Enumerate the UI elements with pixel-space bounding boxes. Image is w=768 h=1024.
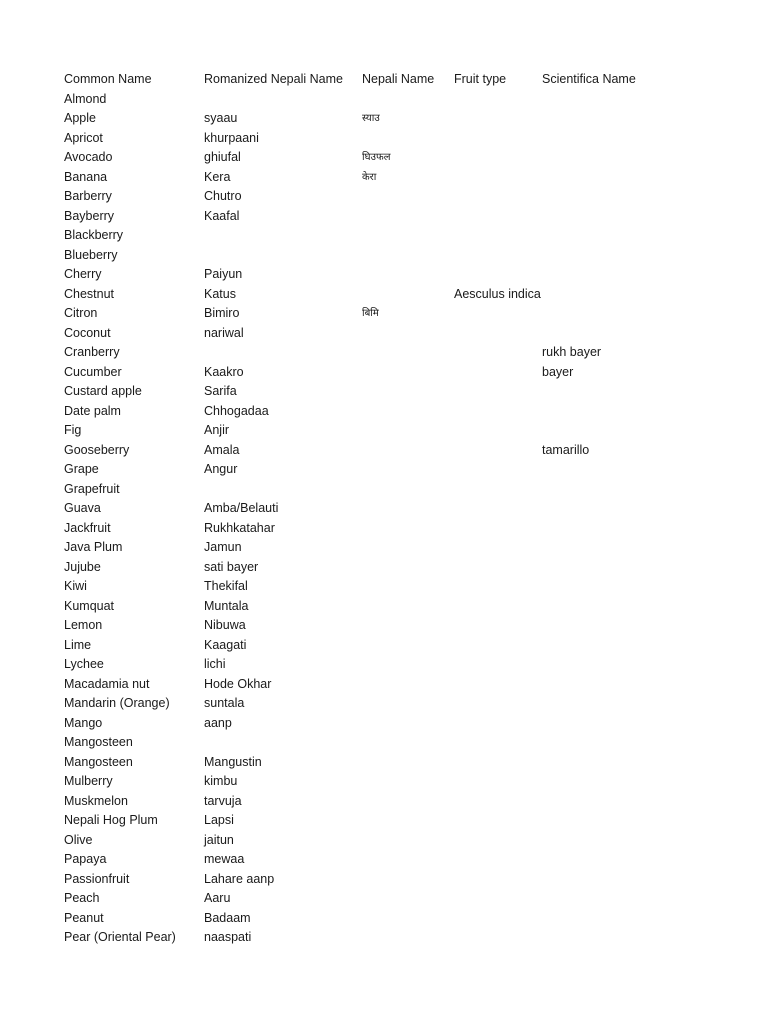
cell-common-name: Mulberry [64, 774, 113, 788]
table-row [64, 675, 704, 695]
cell-scientific-name: tamarillo [542, 442, 590, 457]
cell-common-name: Barberry [64, 189, 112, 203]
table-row [64, 577, 704, 597]
table-row [64, 850, 704, 870]
table-row [64, 538, 704, 558]
cell-romanized-nepali-name: sati bayer [204, 559, 259, 574]
cell-common-name: Pear (Oriental Pear) [64, 930, 176, 944]
cell-romanized-nepali-name: Lahare aanp [204, 871, 275, 886]
cell-common-name: Blueberry [64, 247, 118, 262]
cell-romanized-nepali-name: Chutro [204, 189, 242, 203]
table-row [64, 304, 704, 324]
cell-common-name: Mandarin (Orange) [64, 696, 170, 710]
header-common-name: Common Name [64, 72, 152, 86]
table-row [64, 558, 704, 578]
table-row [64, 90, 704, 110]
table-row [64, 324, 704, 344]
cell-common-name: Lemon [64, 618, 103, 632]
cell-common-name: Kumquat [64, 598, 115, 613]
table-body [64, 90, 704, 948]
cell-common-name: Papaya [64, 852, 107, 866]
table-row [64, 382, 704, 402]
cell-common-name: Kiwi [64, 579, 87, 593]
cell-romanized-nepali-name: Amba/Belauti [204, 501, 279, 515]
cell-romanized-nepali-name: nariwal [204, 325, 244, 340]
cell-common-name: Banana [64, 169, 108, 184]
table-row [64, 597, 704, 617]
cell-romanized-nepali-name: Amala [204, 442, 240, 457]
cell-common-name: Jujube [64, 559, 101, 574]
cell-common-name: Citron [64, 306, 98, 320]
cell-romanized-nepali-name: Bimiro [204, 306, 240, 320]
table-row [64, 343, 704, 363]
table-row [64, 421, 704, 441]
table-row [64, 616, 704, 636]
table-row [64, 246, 704, 266]
cell-romanized-nepali-name: Nibuwa [204, 618, 246, 632]
cell-common-name: Apple [64, 111, 96, 125]
cell-common-name: Custard apple [64, 384, 142, 398]
table-header-row [64, 70, 704, 90]
cell-romanized-nepali-name: Thekifal [204, 579, 248, 593]
fruit-names-table [64, 70, 704, 948]
cell-romanized-nepali-name: Muntala [204, 598, 249, 613]
table-row [64, 109, 704, 129]
cell-common-name: Grapefruit [64, 481, 120, 496]
cell-romanized-nepali-name: Chhogadaa [204, 403, 269, 418]
cell-romanized-nepali-name: Kaagati [204, 637, 247, 652]
cell-romanized-nepali-name: mewaa [204, 852, 245, 866]
header-nepali-name: Nepali Name [362, 72, 435, 86]
cell-romanized-nepali-name: syaau [204, 111, 238, 125]
cell-romanized-nepali-name: Hode Okhar [204, 676, 272, 691]
cell-common-name: Mango [64, 715, 103, 730]
table-row [64, 714, 704, 734]
cell-romanized-nepali-name: Lapsi [204, 813, 234, 827]
header-scientific-name: Scientifica Name [542, 72, 636, 86]
table-row [64, 928, 704, 948]
cell-common-name: Gooseberry [64, 442, 130, 457]
table-row [64, 870, 704, 890]
table-row [64, 363, 704, 383]
table-row [64, 460, 704, 480]
cell-nepali-name: बिमि [362, 308, 379, 319]
cell-romanized-nepali-name: Kaakro [204, 364, 244, 379]
cell-romanized-nepali-name: Katus [204, 286, 236, 301]
table-row [64, 889, 704, 909]
cell-common-name: Grape [64, 462, 99, 476]
cell-scientific-name: rukh bayer [542, 345, 602, 359]
cell-common-name: Nepali Hog Plum [64, 813, 158, 827]
cell-common-name: Cherry [64, 267, 102, 281]
cell-romanized-nepali-name: aanp [204, 715, 232, 730]
cell-common-name: Bayberry [64, 208, 115, 223]
cell-romanized-nepali-name: kimbu [204, 774, 238, 788]
cell-common-name: Almond [64, 91, 107, 106]
cell-common-name: Chestnut [64, 286, 115, 301]
cell-romanized-nepali-name: Angur [204, 462, 238, 476]
cell-common-name: Lime [64, 637, 92, 652]
cell-common-name: Jackfruit [64, 520, 111, 535]
table-row [64, 168, 704, 188]
cell-romanized-nepali-name: Mangustin [204, 754, 262, 769]
cell-common-name: Apricot [64, 130, 103, 145]
cell-common-name: Muskmelon [64, 793, 128, 808]
table-row [64, 753, 704, 773]
table-row [64, 694, 704, 714]
cell-common-name: Date palm [64, 403, 121, 418]
cell-romanized-nepali-name: Badaam [204, 910, 251, 925]
table-row [64, 207, 704, 227]
cell-common-name: Mangosteen [64, 754, 133, 769]
cell-common-name: Guava [64, 501, 101, 515]
table-row [64, 519, 704, 539]
table-row [64, 811, 704, 831]
cell-romanized-nepali-name: suntala [204, 696, 245, 710]
cell-romanized-nepali-name: naaspati [204, 930, 252, 944]
cell-common-name: Lychee [64, 657, 104, 671]
cell-common-name: Olive [64, 832, 93, 847]
cell-romanized-nepali-name: Kera [204, 169, 231, 184]
table-row [64, 402, 704, 422]
table-row [64, 772, 704, 792]
cell-romanized-nepali-name: khurpaani [204, 130, 259, 145]
table-row [64, 499, 704, 519]
cell-nepali-name: घिउफल [362, 152, 391, 163]
cell-romanized-nepali-name: ghiufal [204, 150, 241, 164]
cell-nepali-name: स्याउ [362, 113, 380, 124]
cell-scientific-name: bayer [542, 364, 574, 379]
table-row [64, 636, 704, 656]
cell-romanized-nepali-name: Jamun [204, 540, 242, 554]
table-row [64, 187, 704, 207]
cell-romanized-nepali-name: Aaru [204, 891, 231, 905]
table-row [64, 129, 704, 149]
cell-common-name: Blackberry [64, 228, 124, 242]
cell-common-name: Cranberry [64, 345, 120, 359]
cell-romanized-nepali-name: lichi [204, 657, 226, 671]
cell-common-name: Fig [64, 423, 82, 437]
table-row [64, 655, 704, 675]
cell-common-name: Cucumber [64, 364, 122, 379]
header-romanized-nepali-name: Romanized Nepali Name [204, 72, 343, 86]
cell-common-name: Avocado [64, 150, 113, 164]
cell-common-name: Mangosteen [64, 735, 133, 749]
cell-common-name: Java Plum [64, 540, 123, 554]
cell-romanized-nepali-name: Anjir [204, 423, 230, 437]
table-row [64, 285, 704, 305]
cell-fruit-type: Aesculus indica [454, 286, 541, 301]
cell-romanized-nepali-name: Sarifa [204, 384, 237, 398]
cell-romanized-nepali-name: jaitun [204, 832, 234, 847]
table-row [64, 831, 704, 851]
cell-romanized-nepali-name: tarvuja [204, 793, 242, 808]
cell-nepali-name: केरा [362, 171, 377, 183]
table-row [64, 226, 704, 246]
table-row [64, 148, 704, 168]
cell-common-name: Macadamia nut [64, 676, 150, 691]
cell-common-name: Peach [64, 891, 100, 905]
header-fruit-type: Fruit type [454, 72, 507, 86]
table-row [64, 441, 704, 461]
cell-common-name: Peanut [64, 910, 104, 925]
table-row [64, 792, 704, 812]
cell-romanized-nepali-name: Kaafal [204, 208, 240, 223]
cell-common-name: Coconut [64, 325, 111, 340]
table-row [64, 480, 704, 500]
cell-romanized-nepali-name: Rukhkatahar [204, 520, 275, 535]
cell-common-name: Passionfruit [64, 871, 130, 886]
table-row [64, 265, 704, 285]
table-row [64, 909, 704, 929]
cell-romanized-nepali-name: Paiyun [204, 267, 243, 281]
table-row [64, 733, 704, 753]
